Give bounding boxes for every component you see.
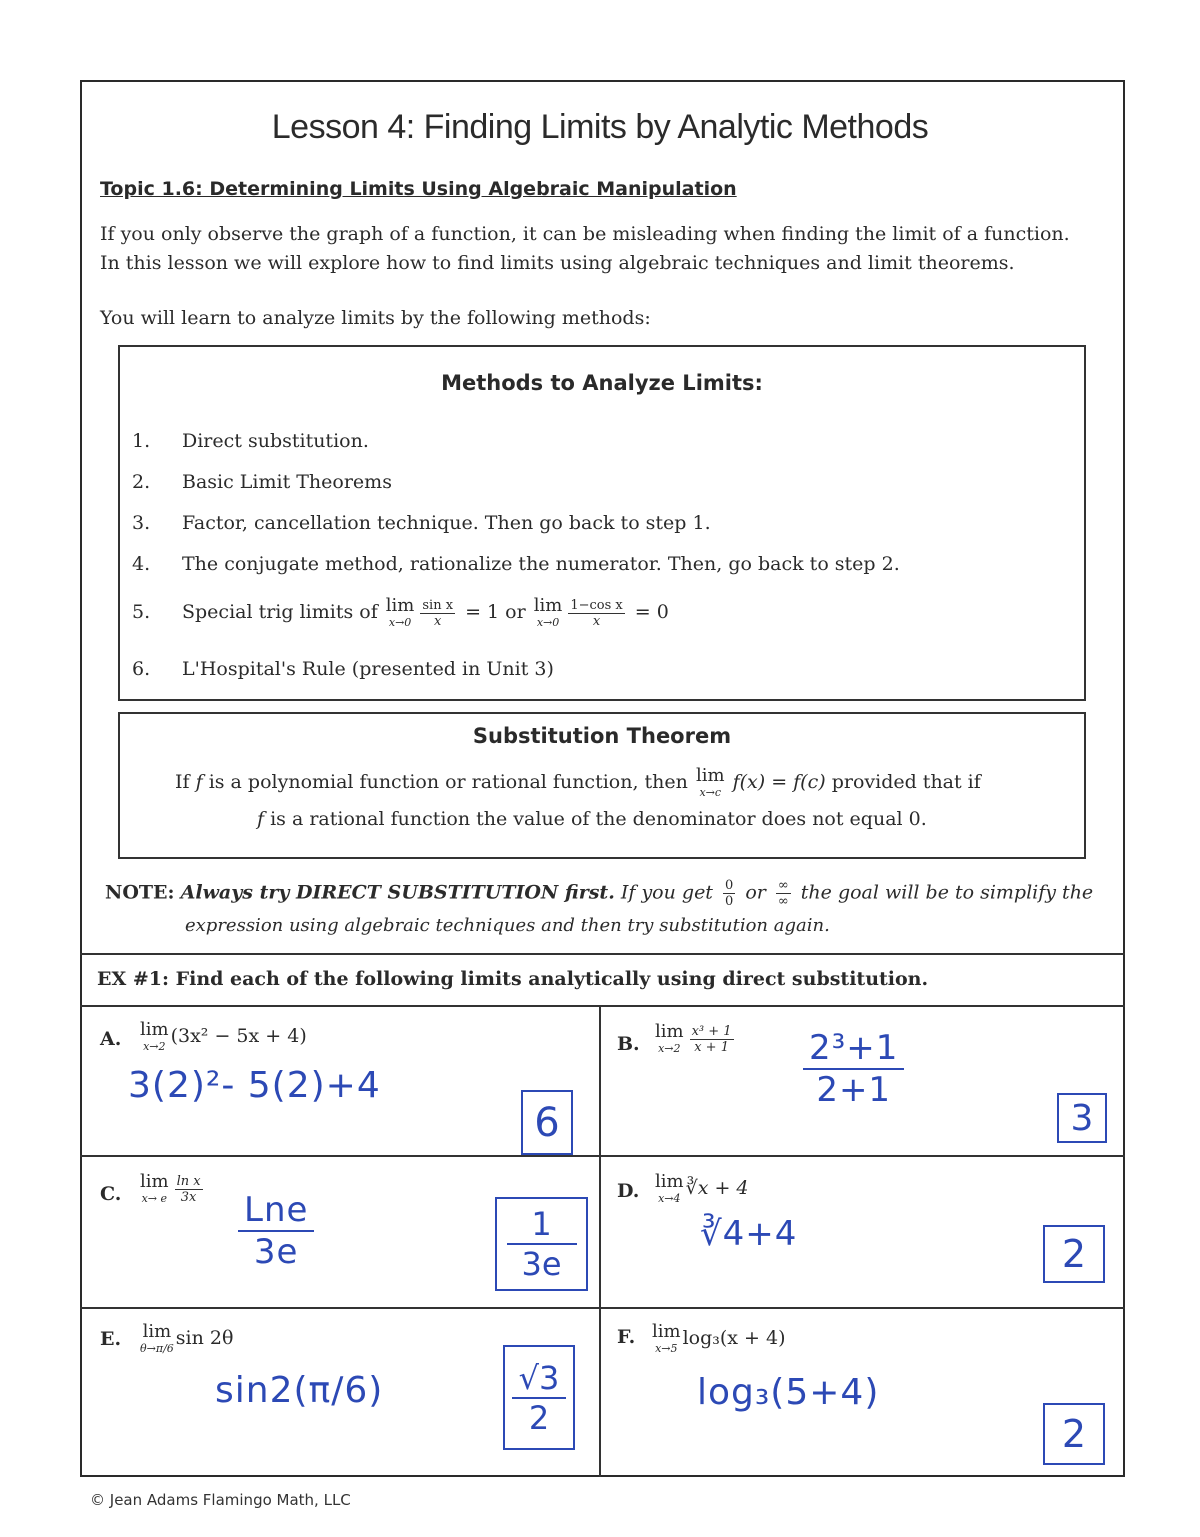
problem-label: B.: [617, 1033, 640, 1055]
handwritten-fraction: Lne 3e: [238, 1190, 314, 1272]
note-line-2: expression using algebraic techniques and then try substitution again.: [185, 915, 830, 936]
intro-line-2: In this lesson we will explore how to find limits using algebraic techniques and limit theorems.: [100, 252, 1015, 274]
method-text: Special trig limits of: [182, 601, 378, 623]
method-item: [132, 471, 392, 493]
page-title: Lesson 4: Finding Limits by Analytic Methods: [271, 108, 929, 146]
cos-fraction: $\frac{\text{1−cos x}}{x}$: [570, 597, 623, 629]
method-number: 4.: [132, 553, 151, 575]
learn-line: You will learn to analyze limits by the following methods:: [100, 307, 651, 329]
problem-expression: lim x→4 ∛x + 4: [655, 1171, 749, 1205]
substitution-line-2: f is a rational function the value of the denominator does not equal 0.: [257, 808, 927, 830]
handwritten-work: log₃(5+4): [697, 1372, 880, 1413]
substitution-line-1: If f is a polynomial function or rational function, then lim x→c f(x) = f(c) provided that if: [175, 765, 981, 799]
equals-zero: = 0: [634, 601, 669, 623]
method-text: Factor, cancellation technique. Then go back to step 1.: [182, 512, 711, 534]
method-text: Direct substitution.: [182, 430, 369, 452]
method-item: [132, 658, 554, 680]
intro-paragraph: [100, 220, 1070, 278]
divider: [599, 1005, 601, 1477]
methods-title: Methods to Analyze Limits:: [441, 371, 763, 395]
method-number: 3.: [132, 512, 151, 534]
sin-fraction: $\frac{\text{sin x}}{x}$: [422, 597, 454, 629]
problem-label: D.: [617, 1180, 640, 1202]
handwritten-work: 3(2)²- 5(2)+4: [128, 1065, 381, 1106]
method-number: 1.: [132, 430, 151, 452]
example-title: EX #1: Find each of the following limits analytically using direct substitution.: [97, 968, 929, 990]
answer-box: 1 3e: [495, 1197, 588, 1291]
method-item: [132, 553, 900, 575]
inf-over-inf: $\frac{\infty}{\infty}$: [777, 878, 789, 909]
method-text: L'Hospital's Rule (presented in Unit 3): [182, 658, 554, 680]
limit-notation: lim x→c: [695, 765, 725, 799]
method-text: Basic Limit Theorems: [182, 471, 392, 493]
method-item: [132, 512, 711, 534]
copyright-footer: © Jean Adams Flamingo Math, LLC: [90, 1491, 351, 1509]
problem-expression: lim x→5 log₃(x + 4): [652, 1321, 786, 1355]
zero-over-zero: $\frac{0}{0}$: [725, 878, 734, 909]
problem-expression: lim x→ e $\frac{\text{ln x}}{3x}$: [140, 1171, 201, 1205]
limit-notation: lim x→0: [533, 595, 563, 629]
problem-expression: lim θ→π/6 sin 2θ: [140, 1321, 234, 1355]
method-number: 5.: [132, 601, 151, 623]
substitution-title: Substitution Theorem: [472, 724, 732, 748]
divider: [80, 1307, 1125, 1309]
note-line-1: NOTE: Always try DIRECT SUBSTITUTION first. If you get $\frac{0}{0}$ or $\frac{\infty}{\infty}$ the goal will be to simplify the: [105, 878, 1094, 909]
method-item: [132, 596, 669, 630]
handwritten-work: sin2(π/6): [215, 1370, 384, 1411]
method-text: The conjugate method, rationalize the numerator. Then, go back to step 2.: [182, 553, 900, 575]
topic-heading: Topic 1.6: Determining Limits Using Algebraic Manipulation: [100, 178, 737, 200]
method-item: [132, 430, 369, 452]
answer-box: 3: [1057, 1093, 1107, 1143]
answer-box: 6: [521, 1090, 573, 1155]
divider: [80, 1005, 1125, 1007]
equals-one: = 1 or: [465, 601, 526, 623]
answer-box: √3 2: [503, 1345, 575, 1450]
handwritten-fraction: 2³+1 2+1: [803, 1028, 904, 1110]
handwritten-work: ∛4+4: [700, 1214, 798, 1254]
problem-expression: lim x→2 (3x² − 5x + 4): [140, 1019, 307, 1053]
divider: [80, 953, 1125, 955]
answer-box: 2: [1043, 1403, 1105, 1465]
method-number: 2.: [132, 471, 151, 493]
problem-label: F.: [617, 1326, 636, 1348]
method-number: 6.: [132, 658, 151, 680]
problem-label: E.: [100, 1328, 122, 1350]
problem-label: C.: [100, 1183, 122, 1205]
intro-line-1: If you only observe the graph of a function, it can be misleading when finding the limit of a function.: [100, 223, 1070, 245]
problem-expression: lim x→2 $\frac{\text{x³ + 1}}{x + 1}$: [655, 1021, 732, 1055]
divider: [80, 1155, 1125, 1157]
limit-notation: lim x→0: [385, 595, 415, 629]
problem-label: A.: [100, 1028, 122, 1050]
answer-box: 2: [1043, 1225, 1105, 1283]
